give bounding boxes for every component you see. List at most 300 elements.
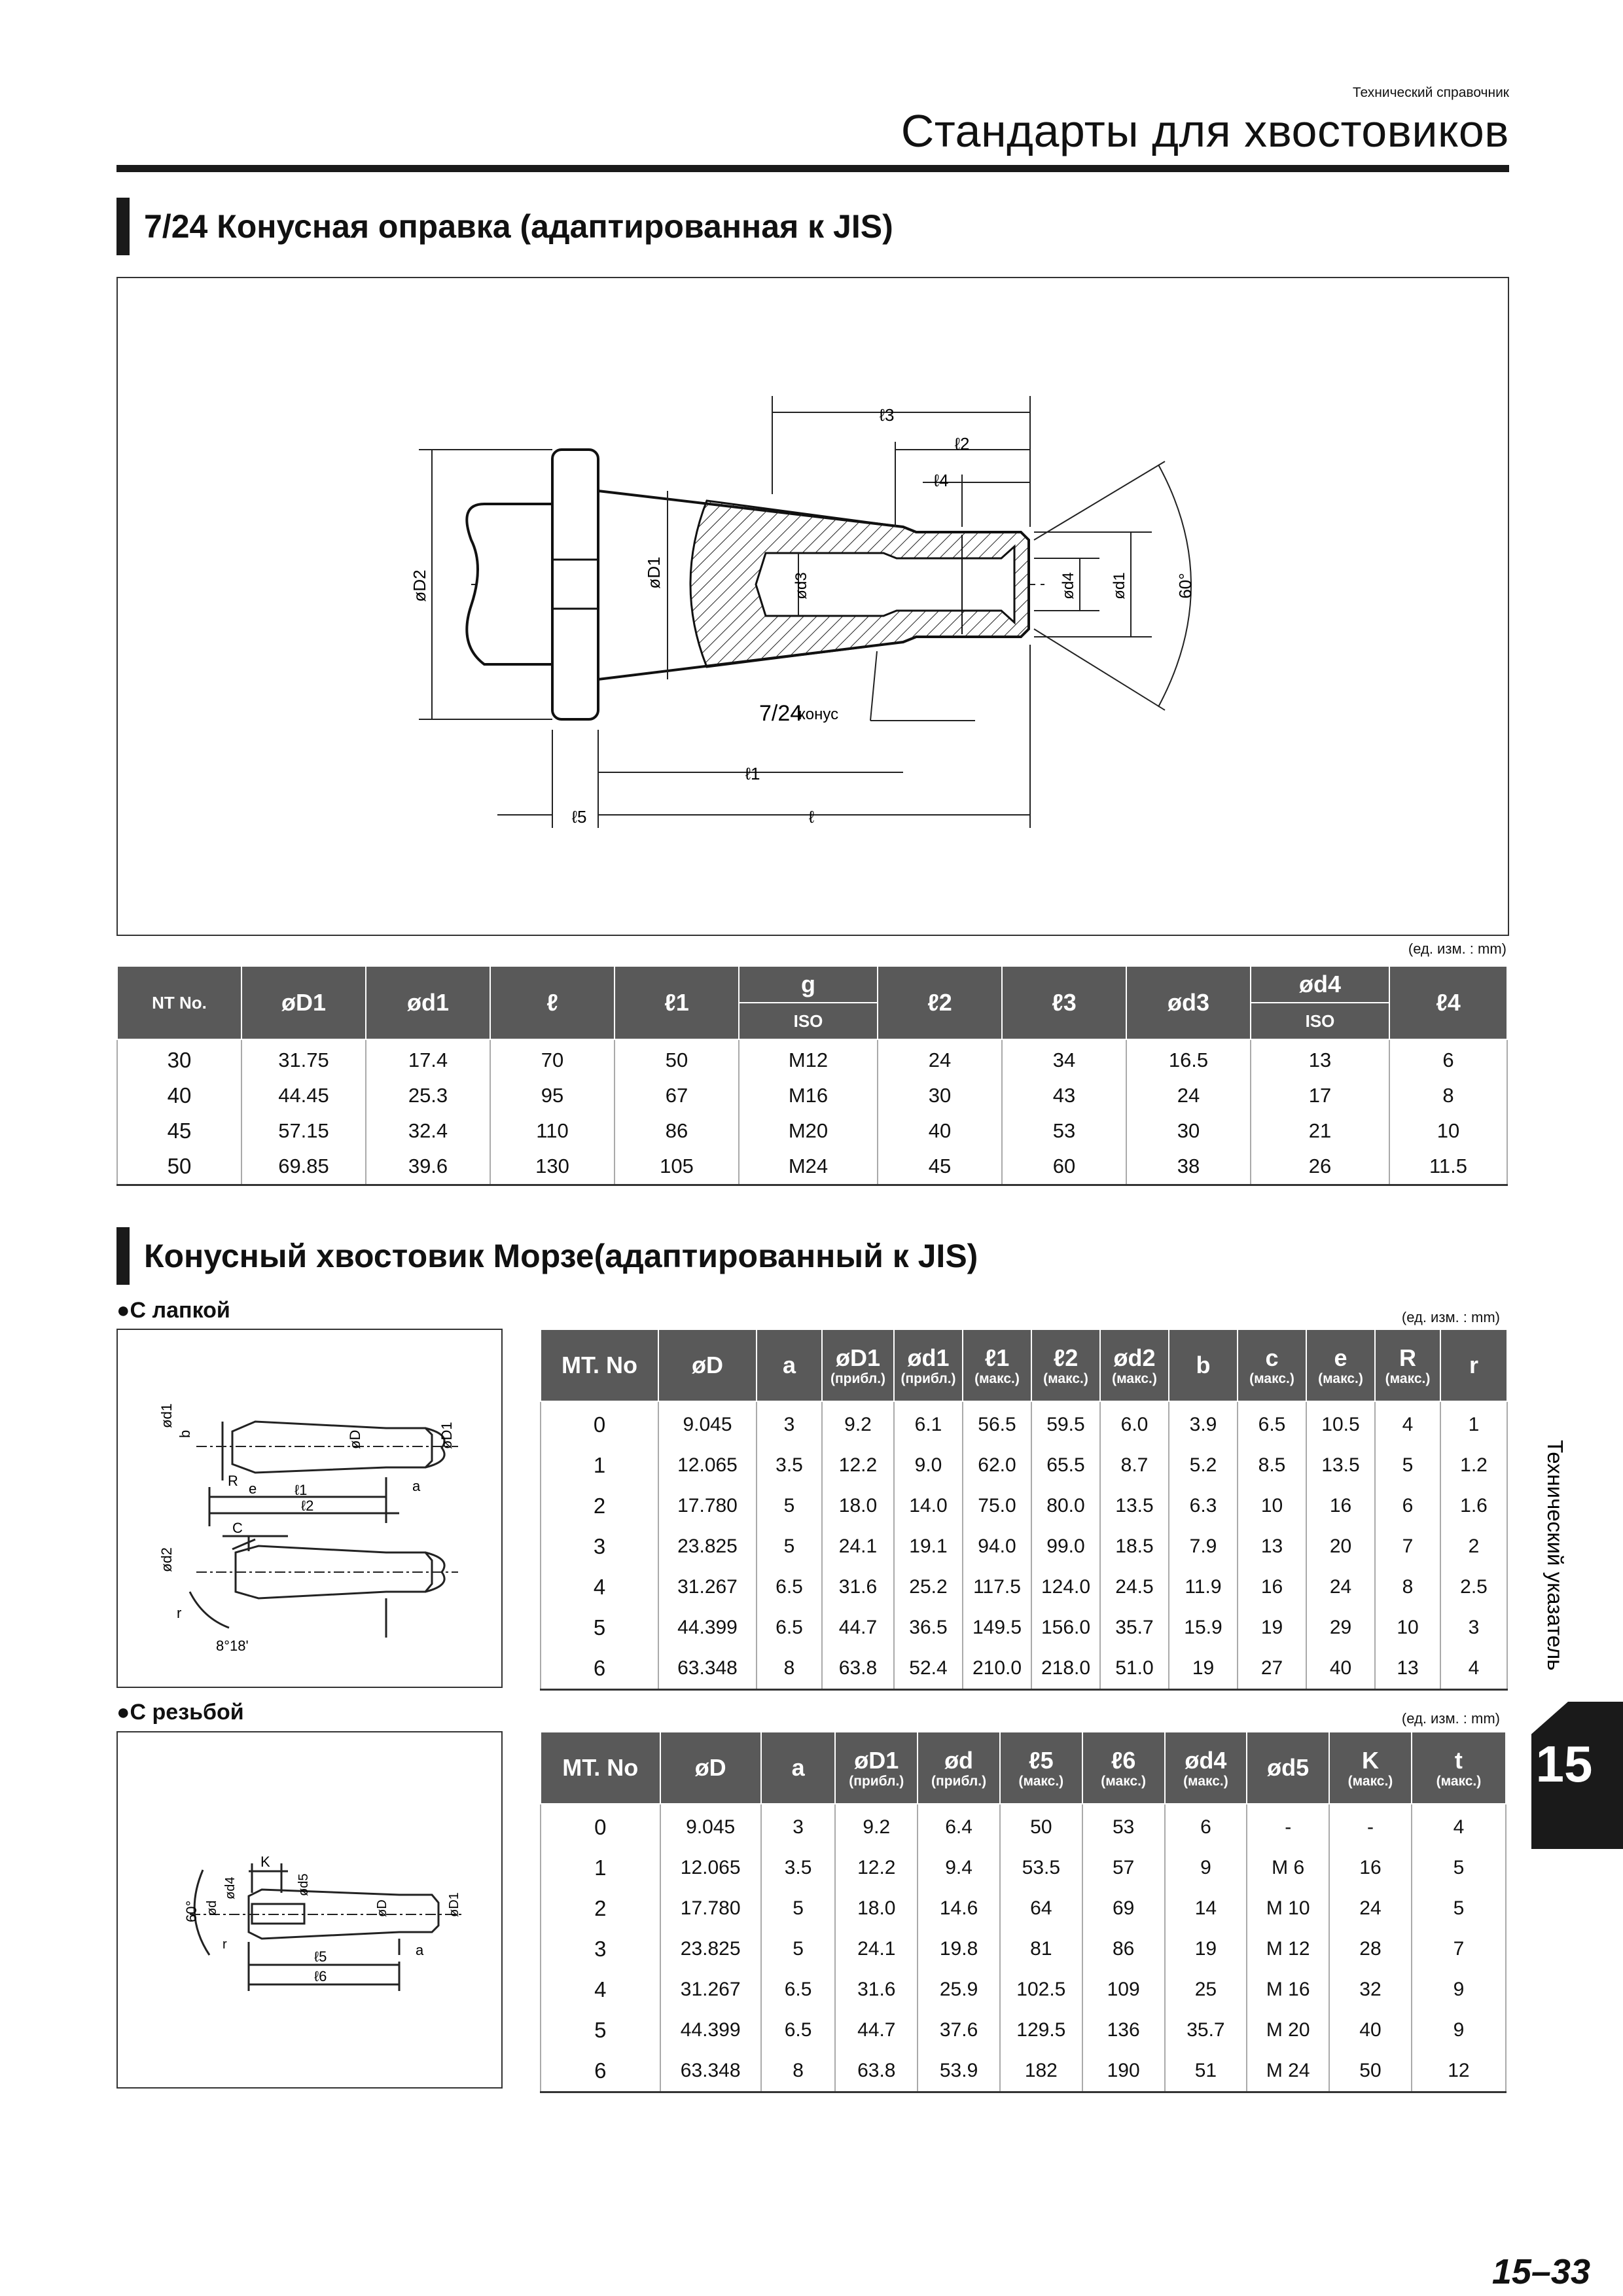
table-cell: M 10: [1247, 1888, 1329, 1929]
table-cell: 81: [1000, 1929, 1082, 1969]
fig-thread-l5: ℓ5: [314, 1948, 327, 1965]
table-cell: 6.0: [1100, 1401, 1169, 1445]
table-cell: 102.5: [1000, 1969, 1082, 2010]
table-cell: 31.6: [835, 1969, 918, 2010]
table-cell: 210.0: [963, 1648, 1031, 1690]
fig-tang-r: r: [177, 1605, 182, 1621]
fig-tang-d2: ød2: [158, 1547, 175, 1572]
table-cell: 36.5: [894, 1607, 963, 1648]
table-cell: 18.5: [1100, 1526, 1169, 1567]
table-cell: 110: [490, 1113, 615, 1149]
table-cell: 12.2: [822, 1445, 894, 1486]
table-cell: 9.0: [894, 1445, 963, 1486]
table-cell: 63.348: [658, 1648, 757, 1690]
row-id-cell: 3: [541, 1929, 660, 1969]
table-cell: 4: [1375, 1401, 1440, 1445]
subheading-tang: ●С лапкой: [116, 1298, 230, 1323]
fig-tang-C: C: [232, 1520, 243, 1536]
table-cell: 13.5: [1306, 1445, 1375, 1486]
table-cell: 14: [1165, 1888, 1247, 1929]
row-id-cell: 1: [541, 1848, 660, 1888]
table-cell: 63.8: [835, 2051, 918, 2092]
column-header: [1238, 1329, 1306, 1401]
table-cell: 32: [1329, 1969, 1412, 2010]
table-cell: 19: [1238, 1607, 1306, 1648]
table-cell: 35.7: [1100, 1607, 1169, 1648]
table-cell: 16.5: [1126, 1039, 1251, 1078]
table-cell: 9: [1165, 1848, 1247, 1888]
fig-thread-d4: ød4: [223, 1876, 238, 1899]
table-cell: 5: [757, 1486, 822, 1526]
row-id-cell: 4: [541, 1567, 658, 1607]
table-cell: 24: [1126, 1078, 1251, 1113]
col-nt-no: NT No.: [117, 966, 241, 1039]
nt-table-row: [117, 1149, 1507, 1185]
column-header: [757, 1329, 822, 1401]
table-cell: 37.6: [918, 2010, 1000, 2051]
column-header: [1412, 1732, 1506, 1804]
table-cell: 75.0: [963, 1486, 1031, 1526]
column-header-sub: (макс.): [1385, 1371, 1431, 1386]
column-header: [1169, 1329, 1238, 1401]
table-cell: 6.5: [761, 2010, 836, 2051]
chapter-number: 15: [1535, 1735, 1593, 1793]
table-cell: 19: [1169, 1648, 1238, 1690]
table-cell: 2: [1440, 1526, 1507, 1567]
table-cell: 27: [1238, 1648, 1306, 1690]
header-small-title: Технический справочник: [1352, 85, 1509, 100]
row-id-cell: 1: [541, 1445, 658, 1486]
table-cell: 51: [1165, 2051, 1247, 2092]
table-cell: 80.0: [1031, 1486, 1100, 1526]
table-cell: 9.4: [918, 1848, 1000, 1888]
table-cell: 156.0: [1031, 1607, 1100, 1648]
column-header-main: øD1: [854, 1747, 899, 1774]
table-cell: 69: [1082, 1888, 1165, 1929]
table-cell: 218.0: [1031, 1648, 1100, 1690]
column-header-sub: (макс.): [1043, 1371, 1088, 1386]
morse-thread-row: [541, 1848, 1506, 1888]
table-cell: 8: [761, 2051, 836, 2092]
column-header-sub: (прибл.): [901, 1371, 956, 1386]
table-cell: 124.0: [1031, 1567, 1100, 1607]
table-cell: 12.065: [660, 1848, 761, 1888]
page-number: 15–33: [1491, 2252, 1590, 2291]
column-header: [660, 1732, 761, 1804]
table-cell: 28: [1329, 1929, 1412, 1969]
row-id-cell: 5: [541, 2010, 660, 2051]
morse-thread-table: [540, 1731, 1507, 2093]
column-header: [1247, 1732, 1329, 1804]
column-header: [1375, 1329, 1440, 1401]
col-l2: ℓ2: [878, 966, 1002, 1039]
table-cell: 17.780: [660, 1888, 761, 1929]
column-header: [541, 1329, 658, 1401]
fig-tang-D: øD: [347, 1429, 363, 1449]
morse-tang-row: [541, 1526, 1507, 1567]
dim-D1-label: øD1: [644, 556, 664, 589]
subheading-thread: ●С резьбой: [116, 1700, 244, 1725]
table-cell: 24.5: [1100, 1567, 1169, 1607]
table-cell: 9.045: [658, 1401, 757, 1445]
table-cell: 24: [1306, 1567, 1375, 1607]
fig-thread-r: r: [223, 1937, 227, 1952]
table-cell: 9.045: [660, 1804, 761, 1848]
table-cell: 44.7: [822, 1607, 894, 1648]
row-id-cell: 50: [117, 1149, 241, 1185]
table-cell: 24: [1329, 1888, 1412, 1929]
table-cell: 99.0: [1031, 1526, 1100, 1567]
unit-label-nt: (ед. изм. : mm): [1408, 941, 1507, 957]
table-cell: 149.5: [963, 1607, 1031, 1648]
table-cell: 44.399: [660, 2010, 761, 2051]
table-cell: 50: [1000, 1804, 1082, 1848]
column-header-main: e: [1334, 1344, 1347, 1371]
dim-d4-label: ød4: [1060, 572, 1077, 600]
table-cell: 51.0: [1100, 1648, 1169, 1690]
table-cell: 24.1: [822, 1526, 894, 1567]
table-cell: -: [1329, 1804, 1412, 1848]
table-cell: 1.6: [1440, 1486, 1507, 1526]
table-cell: 8: [1375, 1567, 1440, 1607]
column-header-main: ℓ1: [984, 1344, 1010, 1371]
dim-d3-label: ød3: [793, 572, 810, 600]
morse-tang-row: [541, 1648, 1507, 1690]
table-cell: 12.065: [658, 1445, 757, 1486]
table-cell: 86: [615, 1113, 739, 1149]
table-cell: 43: [1002, 1078, 1126, 1113]
row-id-cell: 0: [541, 1804, 660, 1848]
table-cell: 3: [1440, 1607, 1507, 1648]
nt-table-row: [117, 1113, 1507, 1149]
column-header-sub: (макс.): [974, 1371, 1020, 1386]
fig-tang-l1: ℓ1: [294, 1482, 308, 1498]
dim-d1-label: ød1: [1111, 572, 1128, 600]
table-cell: 26: [1251, 1149, 1389, 1185]
column-header-main: a: [782, 1352, 796, 1378]
dim-D2-label: øD2: [410, 569, 429, 602]
taper-word-label: конус: [798, 706, 839, 723]
table-cell: M 20: [1247, 2010, 1329, 2051]
nt-table-row: [117, 1078, 1507, 1113]
col-g: g: [739, 966, 878, 1003]
column-header: [894, 1329, 963, 1401]
column-header: [918, 1732, 1000, 1804]
side-index-text: Технический указатель: [1543, 1440, 1567, 1671]
table-cell: 24.1: [835, 1929, 918, 1969]
table-cell: 64: [1000, 1888, 1082, 1929]
fig-tang-a: a: [412, 1478, 421, 1494]
table-cell: 6.5: [757, 1567, 822, 1607]
column-header-main: ød5: [1267, 1754, 1310, 1781]
table-cell: 11.9: [1169, 1567, 1238, 1607]
col-l1: ℓ1: [615, 966, 739, 1039]
table-cell: 6.5: [761, 1969, 836, 2010]
header-rule: [116, 165, 1509, 172]
angle-60-label: 60°: [1175, 573, 1195, 599]
table-cell: 25.3: [366, 1078, 490, 1113]
column-header-sub: (макс.): [1183, 1774, 1228, 1789]
table-cell: M12: [739, 1039, 878, 1078]
column-header: [835, 1732, 918, 1804]
column-header: [1440, 1329, 1507, 1401]
table-cell: 9.2: [822, 1401, 894, 1445]
col-d3: ød3: [1126, 966, 1251, 1039]
table-cell: 31.75: [241, 1039, 366, 1078]
table-cell: 67: [615, 1078, 739, 1113]
table-cell: 20: [1306, 1526, 1375, 1567]
table-cell: 3.5: [761, 1848, 836, 1888]
morse-tang-row: [541, 1567, 1507, 1607]
table-cell: 13: [1238, 1526, 1306, 1567]
column-header-main: ød2: [1113, 1344, 1156, 1371]
table-cell: 29: [1306, 1607, 1375, 1648]
col-l4: ℓ4: [1389, 966, 1507, 1039]
morse-tang-drawing: [118, 1330, 501, 1687]
row-id-cell: 4: [541, 1969, 660, 2010]
column-header: [1100, 1329, 1169, 1401]
table-cell: 7: [1412, 1929, 1506, 1969]
column-header-main: øD: [692, 1352, 723, 1378]
table-cell: 53: [1082, 1804, 1165, 1848]
column-header-sub: (макс.): [1112, 1371, 1157, 1386]
table-cell: 10: [1375, 1607, 1440, 1648]
table-cell: 24: [878, 1039, 1002, 1078]
taper-ratio-label: 7/24: [759, 701, 803, 726]
col-d4: ød4: [1251, 966, 1389, 1003]
column-header-main: c: [1265, 1344, 1279, 1371]
row-id-cell: 0: [541, 1401, 658, 1445]
column-header: [761, 1732, 836, 1804]
table-cell: 8: [757, 1648, 822, 1690]
table-cell: 31.267: [660, 1969, 761, 2010]
fig-thread-K: K: [260, 1854, 270, 1870]
row-id-cell: 5: [541, 1607, 658, 1648]
dim-l-label: ℓ: [808, 807, 815, 827]
table-cell: 31.267: [658, 1567, 757, 1607]
row-id-cell: 2: [541, 1486, 658, 1526]
table-cell: 95: [490, 1078, 615, 1113]
table-cell: 35.7: [1165, 2010, 1247, 2051]
row-id-cell: 6: [541, 1648, 658, 1690]
table-cell: 10: [1389, 1113, 1507, 1149]
row-id-cell: 45: [117, 1113, 241, 1149]
fig-tang-D1: øD1: [438, 1422, 455, 1449]
table-cell: 109: [1082, 1969, 1165, 2010]
col-l3: ℓ3: [1002, 966, 1126, 1039]
table-cell: M 12: [1247, 1929, 1329, 1969]
row-id-cell: 6: [541, 2051, 660, 2092]
figure-nt-taper: [116, 277, 1509, 936]
page-title: Стандарты для хвостовиков: [901, 105, 1509, 156]
morse-tang-table: [540, 1329, 1508, 1691]
table-cell: 13.5: [1100, 1486, 1169, 1526]
column-header: [963, 1329, 1031, 1401]
table-cell: 57.15: [241, 1113, 366, 1149]
column-header-main: t: [1454, 1747, 1463, 1774]
table-cell: 6: [1165, 1804, 1247, 1848]
column-header-main: ød: [944, 1747, 974, 1774]
column-header-main: a: [791, 1754, 805, 1781]
table-cell: 105: [615, 1149, 739, 1185]
table-cell: M24: [739, 1149, 878, 1185]
table-cell: 5: [761, 1929, 836, 1969]
table-cell: 6.5: [1238, 1401, 1306, 1445]
table-cell: 23.825: [660, 1929, 761, 1969]
column-header-main: ød1: [907, 1344, 950, 1371]
morse-tang-row: [541, 1486, 1507, 1526]
morse-tang-row: [541, 1445, 1507, 1486]
table-cell: 69.85: [241, 1149, 366, 1185]
table-cell: 14.6: [918, 1888, 1000, 1929]
table-cell: 6: [1389, 1039, 1507, 1078]
fig-tang-l2: ℓ2: [301, 1498, 314, 1514]
fig-thread-D: øD: [375, 1899, 389, 1917]
table-cell: 6.5: [757, 1607, 822, 1648]
table-cell: 44.7: [835, 2010, 918, 2051]
table-cell: 5: [1412, 1888, 1506, 1929]
column-header: [1000, 1732, 1082, 1804]
table-cell: 12.2: [835, 1848, 918, 1888]
col-l: ℓ: [490, 966, 615, 1039]
column-header-main: øD1: [835, 1344, 880, 1371]
column-header-main: R: [1399, 1344, 1416, 1371]
column-header-sub: (макс.): [1436, 1774, 1482, 1789]
table-cell: 17.4: [366, 1039, 490, 1078]
row-id-cell: 2: [541, 1888, 660, 1929]
table-cell: 15.9: [1169, 1607, 1238, 1648]
morse-thread-row: [541, 1929, 1506, 1969]
column-header: [1329, 1732, 1412, 1804]
table-cell: 19.1: [894, 1526, 963, 1567]
table-cell: 39.6: [366, 1149, 490, 1185]
table-cell: 7.9: [1169, 1526, 1238, 1567]
table-cell: 8.7: [1100, 1445, 1169, 1486]
col-d1: ød1: [366, 966, 490, 1039]
morse-tang-row: [541, 1401, 1507, 1445]
table-cell: 59.5: [1031, 1401, 1100, 1445]
table-cell: 40: [1329, 2010, 1412, 2051]
dim-l5-label: ℓ5: [571, 807, 587, 827]
table-cell: 3.9: [1169, 1401, 1238, 1445]
table-cell: 9: [1412, 1969, 1506, 2010]
table-cell: 5: [1375, 1445, 1440, 1486]
unit-label-thread: (ед. изм. : mm): [1401, 1710, 1500, 1727]
table-cell: 31.6: [822, 1567, 894, 1607]
table-cell: 38: [1126, 1149, 1251, 1185]
fig-tang-angle: 8°18': [216, 1638, 249, 1654]
row-id-cell: 30: [117, 1039, 241, 1078]
table-cell: 45: [878, 1149, 1002, 1185]
table-cell: 56.5: [963, 1401, 1031, 1445]
fig-thread-D1: øD1: [447, 1892, 461, 1917]
fig-tang-e: e: [249, 1480, 257, 1497]
table-cell: 6.1: [894, 1401, 963, 1445]
table-cell: 21: [1251, 1113, 1389, 1149]
table-cell: 30: [878, 1078, 1002, 1113]
table-cell: 17: [1251, 1078, 1389, 1113]
table-cell: 4: [1440, 1648, 1507, 1690]
table-cell: 136: [1082, 2010, 1165, 2051]
table-cell: 60: [1002, 1149, 1126, 1185]
table-cell: 40: [878, 1113, 1002, 1149]
table-cell: 6: [1375, 1486, 1440, 1526]
section-title-morse: Конусный хвостовик Морзе(адаптированный к JIS): [116, 1227, 978, 1285]
table-cell: 10.5: [1306, 1401, 1375, 1445]
fig-tang-d1: ød1: [158, 1403, 175, 1428]
table-cell: 13: [1251, 1039, 1389, 1078]
table-cell: 17.780: [658, 1486, 757, 1526]
table-cell: 30: [1126, 1113, 1251, 1149]
column-header-main: r: [1469, 1352, 1478, 1378]
table-cell: 16: [1238, 1567, 1306, 1607]
column-header-main: MT. No: [562, 1754, 639, 1781]
table-cell: 182: [1000, 2051, 1082, 2092]
table-cell: 8.5: [1238, 1445, 1306, 1486]
column-header: [822, 1329, 894, 1401]
column-header: [1031, 1329, 1100, 1401]
table-cell: 12: [1412, 2051, 1506, 2092]
table-cell: 6.4: [918, 1804, 1000, 1848]
table-cell: 18.0: [822, 1486, 894, 1526]
column-header-main: ℓ5: [1029, 1747, 1054, 1774]
morse-thread-drawing: [118, 1732, 501, 2087]
table-cell: 34: [1002, 1039, 1126, 1078]
morse-thread-row: [541, 1804, 1506, 1848]
table-cell: M16: [739, 1078, 878, 1113]
table-cell: 6.3: [1169, 1486, 1238, 1526]
column-header-main: MT. No: [562, 1352, 637, 1378]
table-cell: -: [1247, 1804, 1329, 1848]
dim-l4-label: ℓ4: [933, 471, 949, 490]
table-cell: 19: [1165, 1929, 1247, 1969]
table-cell: M 24: [1247, 2051, 1329, 2092]
table-cell: 53: [1002, 1113, 1126, 1149]
fig-tang-R: R: [228, 1473, 238, 1489]
table-cell: 16: [1306, 1486, 1375, 1526]
fig-thread-a: a: [416, 1942, 424, 1958]
table-cell: 7: [1375, 1526, 1440, 1567]
fig-thread-angle: 60°: [183, 1900, 200, 1922]
table-cell: M20: [739, 1113, 878, 1149]
table-cell: 50: [1329, 2051, 1412, 2092]
table-cell: 25.9: [918, 1969, 1000, 2010]
table-cell: 130: [490, 1149, 615, 1185]
col-d4-iso: ISO: [1251, 1003, 1389, 1039]
dim-l2-label: ℓ2: [954, 434, 970, 454]
table-cell: 129.5: [1000, 2010, 1082, 2051]
nt-table: [116, 965, 1508, 1186]
table-cell: 65.5: [1031, 1445, 1100, 1486]
row-id-cell: 40: [117, 1078, 241, 1113]
morse-thread-row: [541, 2010, 1506, 2051]
table-cell: 52.4: [894, 1648, 963, 1690]
column-header-main: ℓ2: [1053, 1344, 1079, 1371]
column-header: [1082, 1732, 1165, 1804]
column-header-sub: (макс.): [1318, 1371, 1363, 1386]
table-cell: 25.2: [894, 1567, 963, 1607]
column-header: [1306, 1329, 1375, 1401]
column-header-sub: (макс.): [1018, 1774, 1064, 1789]
table-cell: 63.348: [660, 2051, 761, 2092]
col-D1: øD1: [241, 966, 366, 1039]
column-header-main: ød4: [1185, 1747, 1227, 1774]
table-cell: 4: [1412, 1804, 1506, 1848]
table-cell: 1.2: [1440, 1445, 1507, 1486]
table-cell: 5: [1412, 1848, 1506, 1888]
column-header-sub: (прибл.): [931, 1774, 987, 1789]
table-cell: 2.5: [1440, 1567, 1507, 1607]
